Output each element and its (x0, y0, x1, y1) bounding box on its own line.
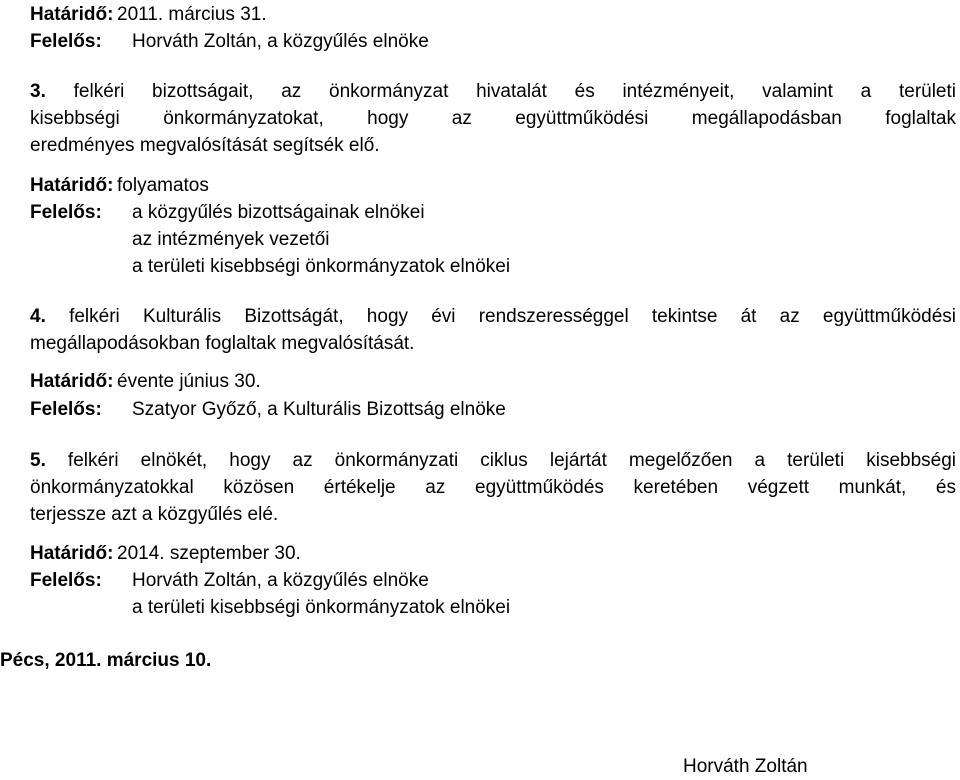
item5-deadline-row (30, 541, 301, 567)
item5-responsible-label: Felelős: (30, 570, 102, 591)
item5-text-line3: terjessze azt a közgyűlés elé. (30, 504, 279, 525)
item4-responsible-row (30, 397, 506, 423)
item3-text-line1: felkéri bizottságait, az önkormányzat hivatalát és intézményeit, valamint a területi (73, 81, 957, 102)
item4-text-line2: megállapodásokban foglaltak megvalósítását. (30, 333, 415, 354)
item5-responsible-row-2 (132, 595, 510, 621)
item3-responsible-row-3 (132, 254, 510, 280)
item5-text-line2: önkormányzatokkal közösen értékelje az együttműködés keretében végzett munkát, és (30, 477, 956, 498)
item3-deadline-row (30, 173, 209, 199)
item3-responsible-row (30, 200, 425, 226)
item3-responsible-value-1: a közgyűlés bizottságainak elnökei (132, 202, 425, 223)
place-date: Pécs, 2011. március 10. (0, 650, 212, 671)
item4-responsible-label: Felelős: (30, 399, 102, 420)
deadline-row (30, 2, 267, 28)
item4-deadline-value: évente június 30. (117, 371, 261, 392)
item4-line1 (30, 304, 956, 330)
item5-deadline-label: Határidő: (30, 543, 114, 564)
item5-responsible-row (30, 568, 429, 594)
item5-responsible-value-2: a területi kisebbségi önkormányzatok elnökei (132, 597, 511, 618)
item3-line3 (30, 133, 380, 159)
item3-responsible-label: Felelős: (30, 202, 102, 223)
item3-deadline-label: Határidő: (30, 175, 114, 196)
responsible-value: Horváth Zoltán, a közgyűlés elnöke (132, 31, 429, 52)
item5-line1 (30, 448, 956, 474)
item3-number: 3. (30, 81, 46, 102)
item5-line2 (30, 475, 956, 501)
item5-text-line1: felkéri elnökét, hogy az önkormányzati ciklus lejártát megelőzően a területi kisebbségi (67, 450, 956, 471)
responsible-row (30, 29, 429, 55)
deadline-value: 2011. március 31. (117, 4, 267, 25)
item5-responsible-value-1: Horváth Zoltán, a közgyűlés elnöke (132, 570, 429, 591)
item4-text-line1: felkéri Kulturális Bizottságát, hogy évi rendszerességgel tekintse át az együttműködési (69, 306, 957, 327)
item4-responsible-value: Szatyor Győző, a Kulturális Bizottság elnöke (132, 399, 506, 420)
deadline-label: Határidő: (30, 4, 114, 25)
item3-responsible-row-2 (132, 227, 330, 253)
item4-number: 4. (30, 306, 46, 327)
item3-deadline-value: folyamatos (117, 175, 209, 196)
item3-line1 (30, 79, 956, 105)
item5-number: 5. (30, 450, 46, 471)
signature-name: Horváth Zoltán (683, 756, 808, 777)
item3-responsible-value-2: az intézmények vezetői (132, 229, 330, 250)
item4-deadline-row (30, 369, 261, 395)
responsible-label: Felelős: (30, 31, 102, 52)
item5-deadline-value: 2014. szeptember 30. (117, 543, 301, 564)
item3-line2 (30, 106, 956, 132)
item4-line2 (30, 331, 414, 357)
item4-deadline-label: Határidő: (30, 371, 114, 392)
item3-text-line2: kisebbségi önkormányzatokat, hogy az együttműködési megállapodásban foglaltak (30, 108, 956, 129)
item3-text-line3: eredményes megvalósítását segítsék elő. (30, 135, 380, 156)
item3-responsible-value-3: a területi kisebbségi önkormányzatok elnökei (132, 256, 511, 277)
item5-line3 (30, 502, 278, 528)
